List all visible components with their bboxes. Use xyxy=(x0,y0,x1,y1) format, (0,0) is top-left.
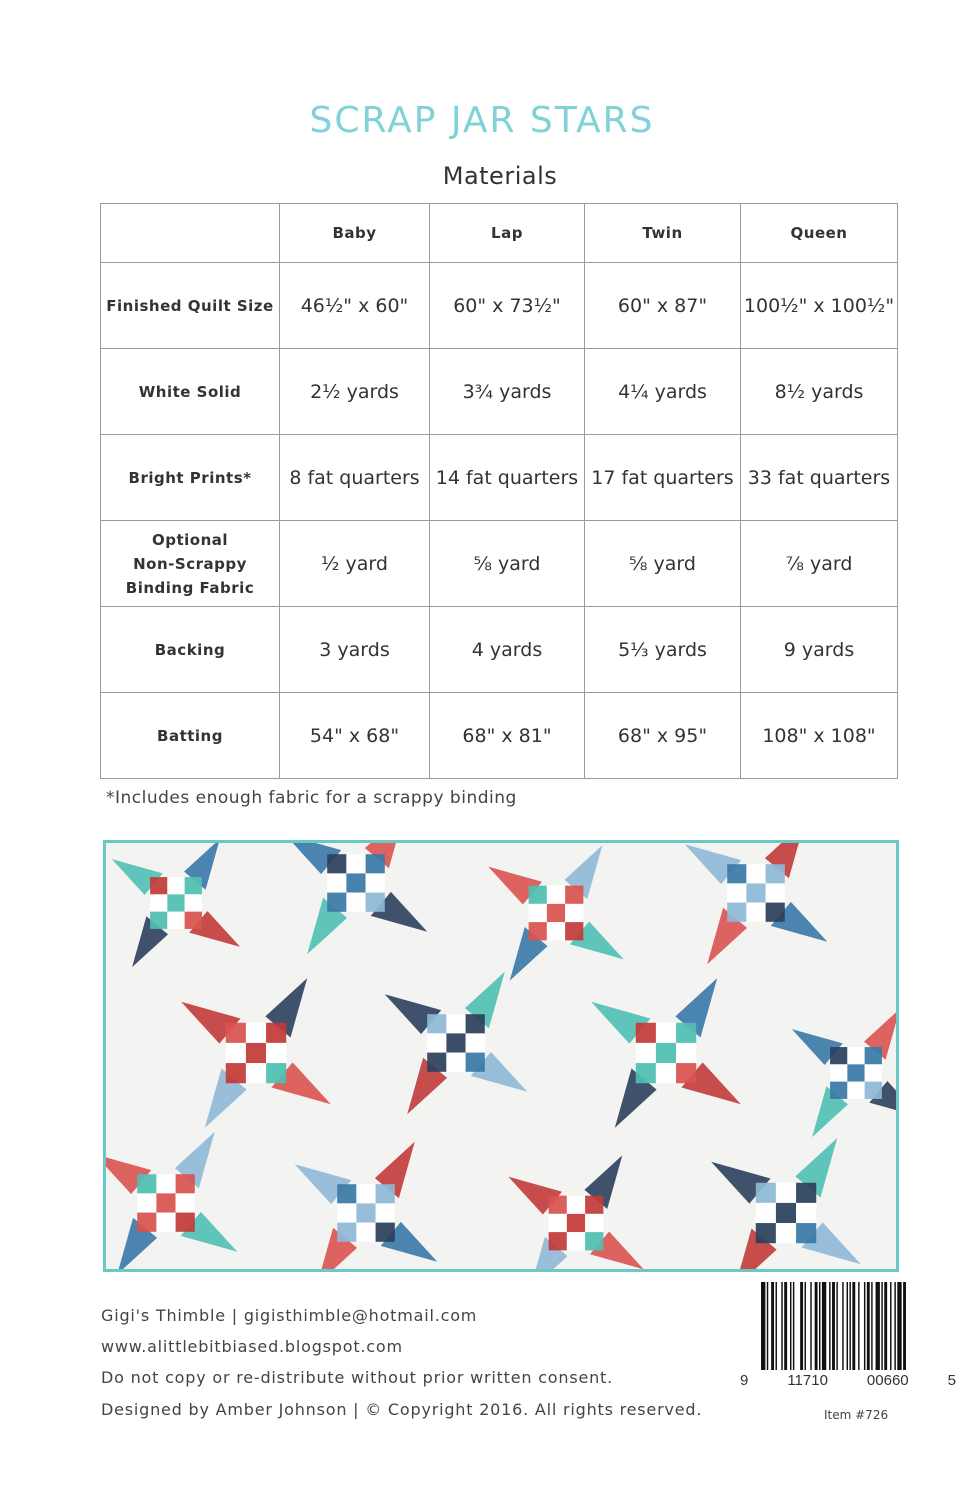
nine-patch-square xyxy=(446,1033,465,1052)
table-cell: 8½ yards xyxy=(741,349,898,435)
nine-patch-square xyxy=(337,1203,356,1222)
barcode-bar xyxy=(876,1282,880,1370)
nine-patch-square xyxy=(356,1184,375,1203)
nine-patch-square xyxy=(150,894,167,911)
nine-patch-square xyxy=(756,1223,776,1243)
barcode-bar xyxy=(805,1282,806,1370)
nine-patch-square xyxy=(150,877,167,894)
table-cell: 9 yards xyxy=(741,607,898,693)
nine-patch-square xyxy=(529,904,547,922)
header-queen: Queen xyxy=(741,204,898,263)
nine-patch-square xyxy=(567,1196,585,1214)
barcode-digit-group: 11710 xyxy=(787,1372,828,1389)
nine-patch-square xyxy=(327,854,346,873)
row-label: Finished Quilt Size xyxy=(101,263,280,349)
barcode-bar xyxy=(781,1282,782,1370)
nine-patch-square xyxy=(756,1203,776,1223)
copyright-line: Designed by Amber Johnson | © Copyright 2016. All rights reserved. xyxy=(101,1400,703,1419)
barcode-bar xyxy=(867,1282,870,1370)
nine-patch-square xyxy=(327,873,346,892)
nine-patch-square xyxy=(176,1213,195,1232)
barcode-bar xyxy=(836,1282,837,1370)
row-label xyxy=(101,521,280,607)
nine-patch-square xyxy=(565,904,583,922)
nine-patch-square xyxy=(756,1183,776,1203)
nine-patch-square xyxy=(676,1023,696,1043)
nine-patch-square xyxy=(796,1223,816,1243)
nine-patch-square xyxy=(246,1023,266,1043)
nine-patch-square xyxy=(567,1214,585,1232)
table-cell: 108" x 108" xyxy=(741,693,898,779)
nine-patch-square xyxy=(185,877,202,894)
nine-patch-square xyxy=(549,1196,567,1214)
barcode-bar xyxy=(903,1282,906,1370)
nine-patch-square xyxy=(466,1014,485,1033)
table-row xyxy=(101,521,898,607)
nine-patch-square xyxy=(865,1047,882,1064)
table-cell: 17 fat quarters xyxy=(585,435,741,521)
row-label: Batting xyxy=(101,693,280,779)
nine-patch-square xyxy=(137,1193,156,1212)
nine-patch-square xyxy=(137,1213,156,1232)
nine-patch-square xyxy=(137,1174,156,1193)
nine-patch-square xyxy=(727,864,746,883)
nine-patch-square xyxy=(185,894,202,911)
nine-patch-square xyxy=(585,1196,603,1214)
table-row xyxy=(101,435,898,521)
nine-patch-square xyxy=(167,877,184,894)
table-row xyxy=(101,693,898,779)
table-cell: 33 fat quarters xyxy=(741,435,898,521)
barcode-bar xyxy=(864,1282,865,1370)
row-label-line: Binding Fabric xyxy=(125,578,255,597)
nine-patch-square xyxy=(830,1047,847,1064)
barcode-bar xyxy=(784,1282,787,1370)
barcode-bar xyxy=(761,1282,765,1370)
table-row xyxy=(101,607,898,693)
contact-line: Gigi's Thimble | gigisthimble@hotmail.com xyxy=(101,1306,478,1325)
table-cell: 8 fat quarters xyxy=(280,435,430,521)
row-label: White Solid xyxy=(101,349,280,435)
barcode-digit-group: 9 xyxy=(740,1372,749,1389)
table-cell: ½ yard xyxy=(280,521,430,607)
barcode-bar xyxy=(881,1282,882,1370)
nine-patch-square xyxy=(656,1063,676,1083)
nine-patch-square xyxy=(376,1203,395,1222)
nine-patch-square xyxy=(266,1023,286,1043)
nine-patch-square xyxy=(585,1232,603,1250)
nine-patch-square xyxy=(427,1014,446,1033)
nine-patch-square xyxy=(346,873,365,892)
footnote: *Includes enough fabric for a scrappy binding xyxy=(106,788,517,808)
nine-patch-square xyxy=(346,854,365,873)
nine-patch-square xyxy=(376,1223,395,1242)
nine-patch-square xyxy=(529,886,547,904)
nine-patch-square xyxy=(246,1043,266,1063)
nine-patch-square xyxy=(549,1232,567,1250)
barcode-bar xyxy=(884,1282,887,1370)
nine-patch-square xyxy=(167,894,184,911)
table-cell: 2½ yards xyxy=(280,349,430,435)
nine-patch-square xyxy=(176,1193,195,1212)
nine-patch-square xyxy=(676,1043,696,1063)
header-baby: Baby xyxy=(280,204,430,263)
nine-patch-square xyxy=(446,1014,465,1033)
nine-patch-square xyxy=(226,1023,246,1043)
barcode-bar xyxy=(849,1282,850,1370)
nine-patch-square xyxy=(565,922,583,940)
table-header-row xyxy=(101,204,898,263)
nine-patch-square xyxy=(156,1174,175,1193)
barcode-bar xyxy=(829,1282,830,1370)
barcode-bar xyxy=(815,1282,818,1370)
nine-patch-square xyxy=(746,883,765,902)
pattern-title: SCRAP JAR STARS xyxy=(309,100,655,141)
barcode-bar xyxy=(819,1282,820,1370)
barcode-bar xyxy=(776,1282,777,1370)
table-cell: 46½" x 60" xyxy=(280,263,430,349)
nine-patch-square xyxy=(776,1183,796,1203)
nine-patch-square xyxy=(656,1023,676,1043)
table-cell: 14 fat quarters xyxy=(430,435,585,521)
materials-heading: Materials xyxy=(442,162,558,190)
nine-patch-square xyxy=(156,1193,175,1212)
header-twin: Twin xyxy=(585,204,741,263)
nine-patch-square xyxy=(847,1082,864,1099)
nine-patch-square xyxy=(176,1174,195,1193)
table-cell: 68" x 95" xyxy=(585,693,741,779)
nine-patch-square xyxy=(585,1214,603,1232)
nine-patch-square xyxy=(356,1203,375,1222)
table-cell: 5⅓ yards xyxy=(585,607,741,693)
nine-patch-square xyxy=(167,912,184,929)
nine-patch-square xyxy=(150,912,167,929)
barcode-bar xyxy=(897,1282,901,1370)
nine-patch-square xyxy=(327,893,346,912)
materials-table xyxy=(100,203,898,779)
nine-patch-square xyxy=(366,893,385,912)
nine-patch-square xyxy=(185,912,202,929)
nine-patch-square xyxy=(266,1043,286,1063)
quilt-illustration xyxy=(106,843,896,1269)
nine-patch-square xyxy=(266,1063,286,1083)
row-label-line: Non-Scrappy xyxy=(133,554,247,573)
barcode-bar xyxy=(800,1282,803,1370)
barcode-bar xyxy=(790,1282,791,1370)
nine-patch-square xyxy=(847,1064,864,1081)
barcode-bar xyxy=(894,1282,895,1370)
table-cell: 3¾ yards xyxy=(430,349,585,435)
nine-patch-square xyxy=(529,922,547,940)
barcode-bar xyxy=(890,1282,891,1370)
nine-patch-square xyxy=(830,1064,847,1081)
nine-patch-square xyxy=(565,886,583,904)
barcode-digits xyxy=(740,1372,956,1389)
barcode xyxy=(761,1282,939,1370)
nine-patch-square xyxy=(567,1232,585,1250)
nine-patch-square xyxy=(446,1053,465,1072)
barcode-bar xyxy=(832,1282,835,1370)
row-label: Backing xyxy=(101,607,280,693)
table-row xyxy=(101,349,898,435)
table-cell: ⅞ yard xyxy=(741,521,898,607)
table-cell: 3 yards xyxy=(280,607,430,693)
nine-patch-square xyxy=(636,1043,656,1063)
nine-patch-square xyxy=(356,1223,375,1242)
nine-patch-square xyxy=(656,1043,676,1063)
nine-patch-square xyxy=(746,903,765,922)
nine-patch-square xyxy=(547,922,565,940)
header-lap: Lap xyxy=(430,204,585,263)
nine-patch-square xyxy=(226,1043,246,1063)
row-label-line: Optional xyxy=(151,530,229,549)
table-cell: ⅝ yard xyxy=(430,521,585,607)
nine-patch-square xyxy=(865,1082,882,1099)
nine-patch-square xyxy=(427,1033,446,1052)
nine-patch-square xyxy=(366,873,385,892)
nine-patch-square xyxy=(636,1023,656,1043)
nine-patch-square xyxy=(547,904,565,922)
nine-patch-square xyxy=(796,1183,816,1203)
row-label: Bright Prints* xyxy=(101,435,280,521)
barcode-digit-group: 00660 xyxy=(866,1372,909,1389)
nine-patch-square xyxy=(636,1063,656,1083)
nine-patch-square xyxy=(346,893,365,912)
nine-patch-square xyxy=(676,1063,696,1083)
table-cell: 54" x 68" xyxy=(280,693,430,779)
table-row xyxy=(101,263,898,349)
barcode-bar xyxy=(793,1282,794,1370)
website-line: www.alittlebitbiased.blogspot.com xyxy=(101,1337,403,1356)
nine-patch-square xyxy=(746,864,765,883)
nine-patch-square xyxy=(776,1223,796,1243)
table-cell: 4¼ yards xyxy=(585,349,741,435)
nine-patch-square xyxy=(766,883,785,902)
nine-patch-square xyxy=(376,1184,395,1203)
table-cell: ⅝ yard xyxy=(585,521,741,607)
barcode-bar xyxy=(847,1282,848,1370)
barcode-bar xyxy=(810,1282,811,1370)
nine-patch-square xyxy=(337,1223,356,1242)
nine-patch-square xyxy=(776,1203,796,1223)
nine-patch-square xyxy=(766,903,785,922)
header-corner xyxy=(101,204,280,263)
nine-patch-square xyxy=(766,864,785,883)
table-cell: 100½" x 100½" xyxy=(741,263,898,349)
nine-patch-square xyxy=(727,903,746,922)
nine-patch-square xyxy=(156,1213,175,1232)
nine-patch-square xyxy=(847,1047,864,1064)
barcode-digit-group: 5 xyxy=(947,1372,956,1389)
table-cell: 4 yards xyxy=(430,607,585,693)
nine-patch-square xyxy=(226,1063,246,1083)
nine-patch-square xyxy=(830,1082,847,1099)
table-cell: 60" x 87" xyxy=(585,263,741,349)
barcode-bar xyxy=(858,1282,859,1370)
nine-patch-square xyxy=(337,1184,356,1203)
nine-patch-square xyxy=(466,1053,485,1072)
nine-patch-square xyxy=(865,1064,882,1081)
nine-patch-square xyxy=(466,1033,485,1052)
nine-patch-square xyxy=(796,1203,816,1223)
nine-patch-square xyxy=(366,854,385,873)
table-cell: 68" x 81" xyxy=(430,693,585,779)
barcode-bar xyxy=(767,1282,768,1370)
barcode-bar xyxy=(871,1282,872,1370)
nine-patch-square xyxy=(727,883,746,902)
barcode-bar xyxy=(771,1282,774,1370)
nine-patch-square xyxy=(549,1214,567,1232)
barcode-bar xyxy=(822,1282,826,1370)
table-cell: 60" x 73½" xyxy=(430,263,585,349)
nine-patch-square xyxy=(246,1063,266,1083)
copy-notice: Do not copy or re-distribute without prior written consent. xyxy=(101,1368,614,1387)
barcode-bar xyxy=(842,1282,843,1370)
item-number: Item #726 xyxy=(824,1408,889,1422)
barcode-bar xyxy=(852,1282,855,1370)
nine-patch-square xyxy=(427,1053,446,1072)
nine-patch-square xyxy=(547,886,565,904)
quilt-photo xyxy=(103,840,899,1272)
